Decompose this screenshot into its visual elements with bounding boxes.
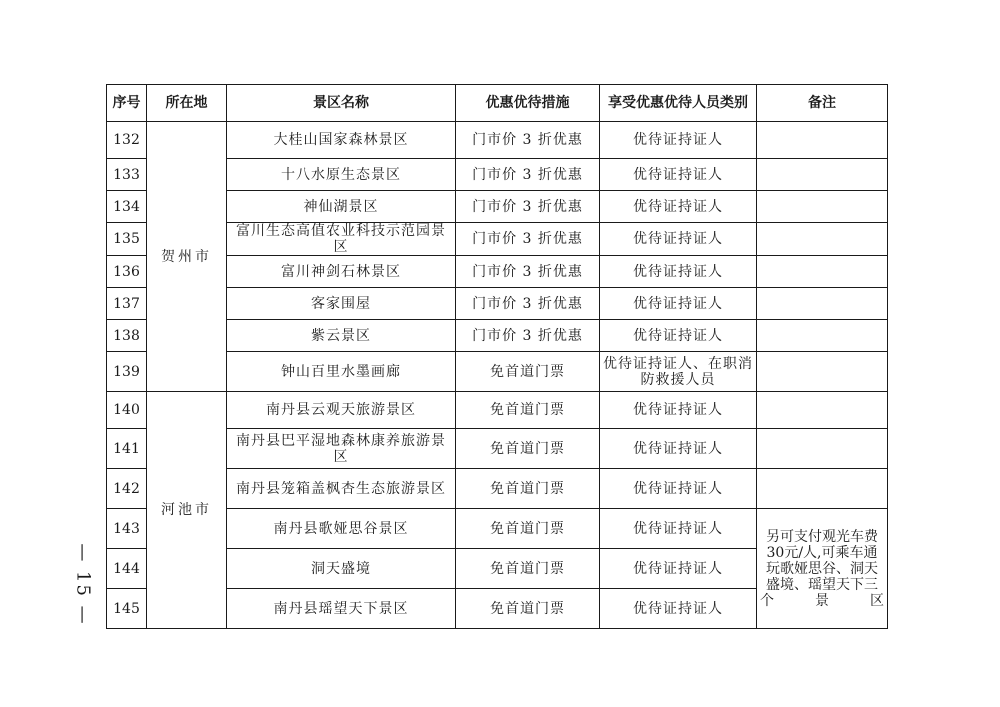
discount-measure: 门市价 3 折优惠 — [456, 256, 600, 288]
scenic-name: 富川生态高值农业科技示范园景区 — [227, 223, 456, 256]
row-number: 142 — [107, 469, 147, 509]
eligible-people: 优待证持证人 — [600, 549, 757, 589]
header-row — [107, 85, 888, 122]
col-header-no: 序号 — [107, 85, 147, 122]
col-header-scenic-name: 景区名称 — [227, 85, 456, 122]
discount-measure: 免首道门票 — [456, 589, 600, 629]
row-number: 132 — [107, 122, 147, 159]
scenic-name: 客家围屋 — [227, 288, 456, 320]
scenic-name: 洞天盛境 — [227, 549, 456, 589]
discount-measure: 免首道门票 — [456, 549, 600, 589]
note-cell — [757, 122, 888, 159]
col-header-people: 享受优惠优待人员类别 — [600, 85, 757, 122]
page-number: — 15 — — [72, 542, 94, 626]
col-header-measure: 优惠优待措施 — [456, 85, 600, 122]
discount-measure: 门市价 3 折优惠 — [456, 191, 600, 223]
scenic-name: 大桂山国家森林景区 — [227, 122, 456, 159]
eligible-people: 优待证持证人 — [600, 256, 757, 288]
eligible-people: 优待证持证人 — [600, 288, 757, 320]
row-number: 145 — [107, 589, 147, 629]
note-cell — [757, 352, 888, 392]
scenic-name: 南丹县歌娅思谷景区 — [227, 509, 456, 549]
row-number: 141 — [107, 429, 147, 469]
discount-measure: 门市价 3 折优惠 — [456, 288, 600, 320]
col-header-note: 备注 — [757, 85, 888, 122]
note-cell: 另可支付观光车费30元/人,可乘车通玩歌娅思谷、洞天盛境、瑶望天下三个景区 — [757, 509, 888, 629]
discount-measure: 门市价 3 折优惠 — [456, 320, 600, 352]
note-cell — [757, 223, 888, 256]
discount-measure: 免首道门票 — [456, 392, 600, 429]
scenic-name: 十八水原生态景区 — [227, 159, 456, 191]
scenic-name: 神仙湖景区 — [227, 191, 456, 223]
scenic-name: 富川神剑石林景区 — [227, 256, 456, 288]
row-number: 133 — [107, 159, 147, 191]
row-number: 136 — [107, 256, 147, 288]
note-cell — [757, 469, 888, 509]
note-cell — [757, 256, 888, 288]
eligible-people: 优待证持证人 — [600, 223, 757, 256]
table-row — [107, 122, 888, 159]
eligible-people: 优待证持证人 — [600, 122, 757, 159]
eligible-people: 优待证持证人 — [600, 392, 757, 429]
scenic-name: 紫云景区 — [227, 320, 456, 352]
scenic-name: 南丹县笼箱盖枫杏生态旅游景区 — [227, 469, 456, 509]
scenic-name: 钟山百里水墨画廊 — [227, 352, 456, 392]
row-number: 135 — [107, 223, 147, 256]
discount-measure: 免首道门票 — [456, 469, 600, 509]
note-cell — [757, 191, 888, 223]
note-cell — [757, 159, 888, 191]
discount-measure: 门市价 3 折优惠 — [456, 159, 600, 191]
eligible-people: 优待证持证人 — [600, 320, 757, 352]
discount-measure: 免首道门票 — [456, 352, 600, 392]
scenic-name: 南丹县云观天旅游景区 — [227, 392, 456, 429]
row-number: 137 — [107, 288, 147, 320]
scenic-name: 南丹县瑶望天下景区 — [227, 589, 456, 629]
eligible-people: 优待证持证人 — [600, 159, 757, 191]
discount-measure: 门市价 3 折优惠 — [456, 122, 600, 159]
col-header-location: 所在地 — [147, 85, 227, 122]
table-row — [107, 392, 888, 429]
location-cell: 河池市 — [147, 392, 227, 629]
eligible-people: 优待证持证人 — [600, 429, 757, 469]
discount-measure: 免首道门票 — [456, 429, 600, 469]
location-cell: 贺州市 — [147, 122, 227, 392]
eligible-people: 优待证持证人 — [600, 191, 757, 223]
discount-measure: 门市价 3 折优惠 — [456, 223, 600, 256]
row-number: 134 — [107, 191, 147, 223]
note-cell — [757, 320, 888, 352]
note-cell — [757, 429, 888, 469]
note-cell — [757, 392, 888, 429]
discount-measure: 免首道门票 — [456, 509, 600, 549]
row-number: 140 — [107, 392, 147, 429]
row-number: 138 — [107, 320, 147, 352]
discount-table — [106, 84, 888, 629]
note-cell — [757, 288, 888, 320]
eligible-people: 优待证持证人 — [600, 509, 757, 549]
row-number: 144 — [107, 549, 147, 589]
row-number: 139 — [107, 352, 147, 392]
scenic-name: 南丹县巴平湿地森林康养旅游景区 — [227, 429, 456, 469]
row-number: 143 — [107, 509, 147, 549]
eligible-people: 优待证持证人、在职消防救援人员 — [600, 352, 757, 392]
eligible-people: 优待证持证人 — [600, 589, 757, 629]
eligible-people: 优待证持证人 — [600, 469, 757, 509]
